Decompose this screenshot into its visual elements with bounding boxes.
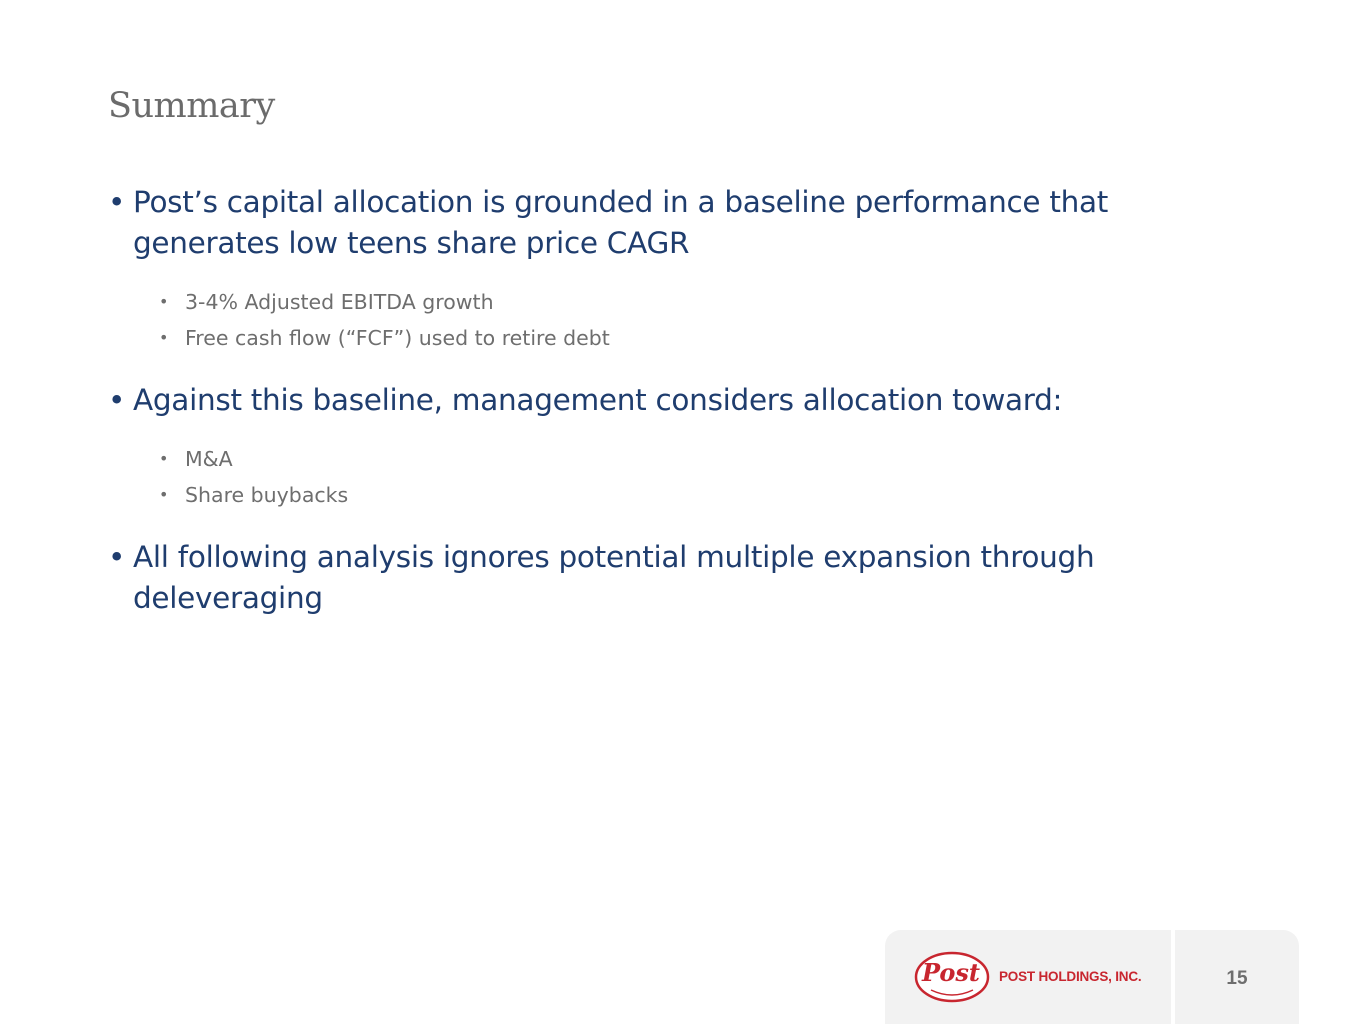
bullet-dot: • (108, 185, 126, 219)
footer-brand-panel (885, 930, 1171, 1024)
bullet-2-text: Against this baseline, management considers allocation toward: (133, 383, 1063, 417)
sub-bullet-text: Free cash flow (“FCF”) used to retire debt (185, 326, 610, 350)
sub-bullet-text: Share buybacks (185, 483, 349, 507)
bullet-dot: • (108, 383, 126, 417)
company-name: POST HOLDINGS, INC. (999, 969, 1142, 984)
sub-bullet (108, 284, 1228, 320)
footer-page-panel (1175, 930, 1299, 1024)
bullet-2-sublist (108, 441, 1228, 513)
sub-bullet-text: M&A (185, 447, 233, 471)
bullet-3-text: All following analysis ignores potential multiple expansion through deleveraging (133, 540, 1095, 615)
sub-bullet-dot: • (159, 449, 169, 468)
sub-bullet (108, 320, 1228, 356)
bullet-1 (108, 182, 1228, 264)
sub-bullet-dot: • (159, 485, 169, 504)
bullet-1-sublist (108, 284, 1228, 356)
page-number: 15 (1226, 968, 1248, 989)
sub-bullet-dot: • (159, 328, 169, 347)
bullet-dot: • (108, 540, 126, 574)
slide-title: Summary (108, 86, 275, 126)
sub-bullet (108, 441, 1228, 477)
post-logo-icon (913, 950, 991, 1004)
bullet-2 (108, 380, 1228, 421)
bullet-list (108, 182, 1228, 619)
post-logo-text: Post (921, 958, 981, 987)
bullet-3 (108, 537, 1228, 619)
bullet-1-text: Post’s capital allocation is grounded in a baseline performance that generates low teens share price CAGR (133, 185, 1109, 260)
sub-bullet (108, 477, 1228, 513)
sub-bullet-text: 3-4% Adjusted EBITDA growth (185, 290, 494, 314)
sub-bullet-dot: • (159, 292, 169, 311)
